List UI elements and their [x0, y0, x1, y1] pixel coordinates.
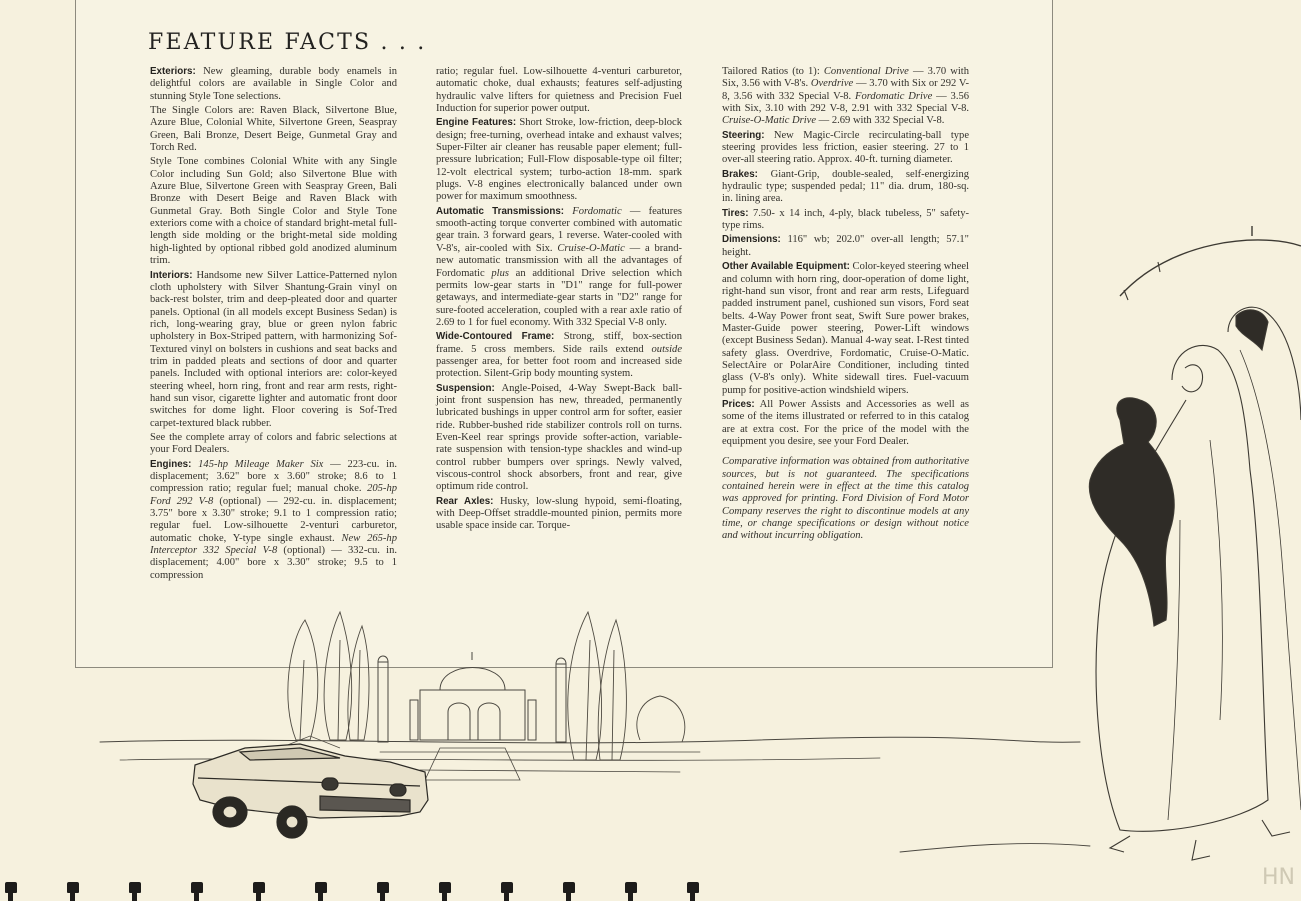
engine-features-text: Short Stroke, low-friction, deep-block design; free-turning, overhead intake and exhaust valves; Super-Filter air cleaner has reusable paper element; full-pressure lubrication; Full-Flow disposable-type oil filter; 12-volt electrical system; turbo-action 18-mm. spark plugs. V-8 engines electronically balanced under own power for maximum smoothness. — [436, 117, 682, 203]
frame-text-2: passenger area, for better foot room and increased side protection. Silent-Grip body mounting system. — [436, 355, 682, 380]
frame-paragraph — [436, 331, 682, 380]
exteriors-heading: Exteriors: — [150, 66, 196, 77]
suspension-heading: Suspension: — [436, 382, 495, 394]
overdrive-ratios: — 3.70 with Six or 292 V-8, 3.56 with 332 Special V-8. — [722, 78, 969, 102]
automatic-transmissions-paragraph — [436, 206, 682, 329]
steering-text: New Magic-Circle recirculating-ball type steering provides less friction, easier steering. 27 to 1 over-all steering ratio. Approx. 40-ft. turning diameter. — [722, 129, 969, 166]
cruise-o-matic-text: — a brand-new automatic transmission with all the advantages of Fordomatic — [436, 242, 682, 279]
binder-ring — [377, 882, 389, 893]
axle-ratios-paragraph — [722, 66, 969, 128]
other-equipment-heading: Other Available Equipment: — [722, 261, 850, 273]
engine-292-specs: (optional) — 292-cu. in. displacement; 3.75" bore x 3.30" stroke; 9.1 to 1 compression ratio; regular fuel. Low-silhouette 2-venturi carburetor, automatic choke, Y-type single exhaust. — [150, 495, 397, 544]
fordomatic-drive-name: Fordomatic Drive — [855, 90, 933, 102]
column-2 — [436, 66, 682, 535]
suspension-text: Angle-Poised, 4-Way Swept-Back ball-joint front suspension has new, threaded, permanently lubricated bushings in upper control arm for softer, easier ride. Rubber-bushed ride stabilizer controls roll on turns. Even-Keel rear springs provide softer-action, variable-rate suspension with tension-type shackles and wind-up control rubber bumpers over springs. Newly valved, viscous-control shock absorbers, front and rear, give optimum ride control. — [436, 382, 682, 493]
outside-word: outside — [651, 343, 682, 355]
watermark-logo: HN — [1262, 865, 1295, 890]
brakes-heading: Brakes: — [722, 168, 758, 180]
cruise-o-matic-drive-name: Cruise-O-Matic Drive — [722, 115, 817, 127]
fordomatic-text: — features smooth-acting torque converter combined with automatic gear train. 3 forward gears, 1 reverse. Water-cooled with V-8's, air-cooled with Six. — [436, 205, 682, 254]
dimensions-heading: Dimensions: — [722, 234, 781, 246]
conventional-drive-ratios: — 3.70 with Six, 3.56 with V-8's. — [722, 66, 970, 90]
page-title: FEATURE FACTS . . . — [148, 30, 427, 55]
tires-text: 7.50- x 14 inch, 4-ply, black tubeless, 5" safety-type rims. — [722, 207, 969, 232]
binder-ring — [625, 882, 637, 893]
fordomatic-drive-ratios: — 3.56 with Six, 3.10 with 292 V-8, 2.91 with 332 Special V-8. — [722, 90, 969, 115]
conventional-drive-name: Conventional Drive — [823, 66, 909, 77]
binder-rings — [0, 882, 740, 901]
tires-paragraph — [722, 208, 969, 233]
disclaimer-paragraph: Comparative information was obtained from authoritative sources, but is not guaranteed. The specifications contained herein were in effect at the time this catalog was approved for printing. Ford Division of Ford Motor Company reserves the right to discontinue models at any time, or change specifications or design without notice and without incurring obligation. — [722, 456, 969, 542]
cruise-o-matic-name: Cruise-O-Matic — [557, 242, 625, 254]
binder-ring — [67, 882, 79, 893]
column-3 — [722, 66, 969, 545]
figures-sketch — [1089, 226, 1301, 860]
interiors-heading: Interiors: — [150, 269, 193, 281]
other-equipment-paragraph — [722, 261, 969, 397]
exteriors-paragraph — [150, 66, 397, 103]
overdrive-name: Overdrive — [810, 78, 854, 90]
binder-ring — [501, 882, 513, 893]
cruise-o-matic-drive-ratios: — 2.69 with 332 Special V-8. — [816, 115, 945, 127]
interiors-paragraph — [150, 270, 397, 430]
binder-ring — [129, 882, 141, 893]
prices-heading: Prices: — [722, 398, 755, 410]
dimensions-paragraph — [722, 234, 969, 259]
cruise-o-matic-detail: an additional Drive selection which permits low-gear starts in "D1" range for full-power getaways, and intermediate-gear starts in "D2" range for sure-footed acceleration, coupled with a rear axle ratio of 2.69 to 1 for fuel economy. With 332 Special V-8 only. — [436, 267, 682, 328]
binder-ring — [563, 882, 575, 893]
exteriors-text: New gleaming, durable body enamels in delightful colors are available in Single Color and stunning Style Tone selections. — [150, 66, 397, 102]
interiors-text: Handsome new Silver Lattice-Patterned nylon cloth upholstery with Silver Shantung-Grain vinyl on back-rest bolster, trim and deep-pleated door and quarter panels. Optional (in all models except Business Sedan) is rich, long-wearing gray, blue or green nylon fabric upholstery in Box-Striped pattern, with harmonizing Sof-Textured vinyl on bolsters in cushions and seat backs and trim in padded pleats and sections of door and quarter panels. Included with optional interiors are: color-keyed steering wheel, horn ring, front and rear arm rests, right-hand sun visor, cigarette lighter and automatic front door switches for dome light. Floor covering is Sof-Tred carpet-textured black rubber. — [150, 269, 397, 429]
engine-292-name: 205-hp Ford 292 V-8 — [150, 483, 397, 507]
binder-ring — [253, 882, 265, 893]
engine-332-name: New 265-hp Interceptor 332 Special V-8 — [150, 532, 397, 557]
plus-word: plus — [491, 267, 509, 279]
engines-continued: ratio; regular fuel. Low-silhouette 4-venturi carburetor, automatic choke, dual exhausts; features self-adjusting hydraulic valve lifters for quietness and Precision Fuel Induction for superior power output. — [436, 66, 682, 115]
fordomatic-name: Fordomatic — [564, 205, 622, 217]
frame-heading: Wide-Contoured Frame: — [436, 331, 555, 343]
single-colors-paragraph: The Single Colors are: Raven Black, Silvertone Blue, Azure Blue, Colonial White, Silvertone Green, Seaspray Green, Bali Bronze, Desert Beige, Gunmetal Gray and Torch Red. — [150, 105, 397, 154]
brakes-text: Giant-Grip, double-sealed, self-energizing hydraulic type; suspended pedal; 11" dia. drum, 180-sq. in. lining area. — [722, 168, 969, 205]
rear-axles-text: Husky, low-slung hypoid, semi-floating, with Deep-Offset straddle-mounted pinion, permits more usable space inside car. Torque- — [436, 495, 682, 532]
steering-paragraph — [722, 130, 969, 167]
tires-heading: Tires: — [722, 207, 749, 219]
engine-features-heading: Engine Features: — [436, 117, 517, 129]
binder-ring — [439, 882, 451, 893]
column-1 — [150, 66, 397, 584]
engines-heading: Engines: — [150, 458, 192, 470]
suspension-paragraph — [436, 383, 682, 494]
binder-ring — [191, 882, 203, 893]
style-tone-paragraph: Style Tone combines Colonial White with any Single Color including Sun Gold; also Silvertone Blue with Azure Blue, Silvertone Green with Seaspray Green, Bali Bronze with Desert Beige and Raven Black with Gunmetal Gray. Both Single Color and Style Tone exteriors come with a choice of standard bright-metal full-length side molding or the bright-metal side molding high-lighted by optional ribbed gold anodized aluminum trim. — [150, 156, 397, 267]
frame-text-1: Strong, stiff, box-section frame. 5 cross members. Side rails extend — [436, 331, 682, 355]
engine-features-paragraph — [436, 117, 682, 203]
prices-text: All Power Assists and Accessories as well as some of the items illustrated or referred to in this catalog are at extra cost. For the price of the model with the equipment you desire, see your Ford Dealer. — [722, 398, 969, 447]
other-equipment-text: Color-keyed steering wheel and column with horn ring, door-operation of dome light, right-hand sun visor, front and rear arm rests, Lifeguard padded instrument panel, cushioned sun visors, Ford seat belts. 4-Way Power front seat, Swift Sure power brakes, Master-Guide power steering, Power-Lift windows (except Business Sedan). Manual 4-way seat. I-Rest tinted safety glass. Overdrive, Fordomatic, Cruise-O-Matic. SelectAire or PolarAire Conditioner, including tinted glass (V-8's only). White sidewall tires. Fuel-vacuum pump for positive-action windshield wipers. — [722, 261, 969, 396]
engines-paragraph — [150, 459, 397, 582]
engine-six-name: 145-hp Mileage Maker Six — [191, 458, 324, 470]
rear-axles-heading: Rear Axles: — [436, 495, 494, 507]
prices-paragraph — [722, 399, 969, 448]
ratios-intro: Tailored Ratios (to 1): — [722, 66, 824, 77]
binder-ring — [5, 882, 17, 893]
car-sketch — [193, 744, 428, 838]
binder-ring — [315, 882, 327, 893]
automatic-transmissions-heading: Automatic Transmissions: — [436, 205, 565, 217]
binder-ring — [687, 882, 699, 893]
brakes-paragraph — [722, 169, 969, 206]
rear-axles-paragraph — [436, 496, 682, 533]
dimensions-text: 116" wb; 202.0" over-all length; 57.1" height. — [722, 234, 969, 258]
engine-six-specs: — 223-cu. in. displacement; 3.62" bore x 3.60" stroke; 8.6 to 1 compression ratio; regular fuel; manual choke. — [150, 458, 397, 495]
engine-332-specs: (optional) — 332-cu. in. displacement; 4.00" bore x 3.30" stroke; 9.5 to 1 compression — [150, 545, 397, 581]
see-dealers-paragraph: See the complete array of colors and fabric selections at your Ford Dealers. — [150, 431, 397, 456]
landscape-sketch — [100, 737, 1090, 852]
steering-heading: Steering: — [722, 129, 765, 141]
